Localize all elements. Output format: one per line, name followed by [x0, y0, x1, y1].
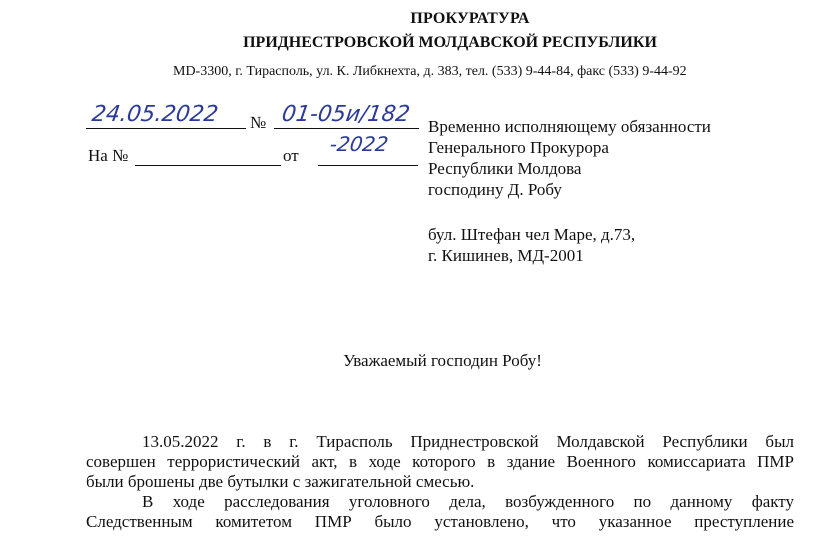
org-name-line2: ПРИДНЕСТРОВСКОЙ МОЛДАВСКОЙ РЕСПУБЛИКИ	[243, 34, 657, 51]
recipient-block	[428, 116, 808, 200]
body-line: 13.05.2022 г. в г. Тирасполь Приднестровской Молдавской Республики был	[142, 432, 794, 451]
salutation: Уважаемый господин Робу!	[343, 351, 542, 370]
recipient-address-line: бул. Штефан чел Маре, д.73,	[428, 225, 636, 244]
body-line: были брошены две бутылки с зажигательной смесью.	[86, 472, 475, 491]
recipient-line: Временно исполняющему обязанности	[428, 117, 711, 136]
recipient-line: Генерального Прокурора	[428, 138, 609, 157]
number-underline	[274, 128, 419, 129]
recipient-address-line: г. Кишинев, МД-2001	[428, 246, 584, 265]
org-name-line1: ПРОКУРАТУРА	[410, 10, 530, 27]
incoming-number-line	[135, 165, 281, 166]
recipient-line: господину Д. Робу	[428, 180, 562, 199]
date-underline	[86, 128, 246, 129]
letter-body	[86, 432, 794, 532]
recipient-line: Республики Молдова	[428, 159, 582, 178]
org-address: MD-3300, г. Тирасполь, ул. К. Либкнехта, д. 383, тел. (533) 9-44-84, факс (533) 9-44-92	[173, 64, 687, 79]
number-sign: №	[250, 113, 267, 132]
outgoing-number-handwritten: 01-05и/182	[280, 102, 412, 127]
incoming-date-label: от	[283, 146, 299, 165]
incoming-number-label: На №	[88, 146, 129, 165]
body-line: В ходе расследования уголовного дела, возбужденного по данному факту	[142, 492, 794, 511]
body-line: Следственным комитетом ПМР было установлено, что указанное преступление	[86, 512, 794, 531]
body-line: совершен террористический акт, в ходе которого в здание Военного комиссариата ПМР	[86, 452, 794, 471]
incoming-date-line	[318, 165, 418, 166]
outgoing-date-handwritten: 24.05.2022	[90, 102, 220, 127]
recipient-address	[428, 224, 635, 266]
outgoing-year-handwritten: -2022	[328, 132, 390, 156]
